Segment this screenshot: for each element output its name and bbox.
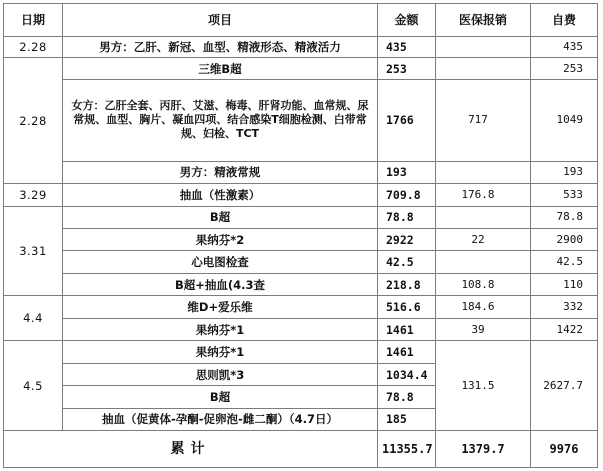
insurance-cell: [436, 161, 531, 183]
amount-cell: 78.8: [378, 206, 436, 228]
self-pay-cell: 332: [531, 296, 598, 318]
total-self-pay: 9976: [531, 431, 598, 468]
insurance-cell: 184.6: [436, 296, 531, 318]
date-cell: 3.31: [4, 206, 63, 296]
item-cell: B超: [63, 206, 378, 228]
total-insurance: 1379.7: [436, 431, 531, 468]
self-pay-cell: 42.5: [531, 251, 598, 273]
amount-cell: 709.8: [378, 184, 436, 206]
total-row: [4, 431, 598, 468]
item-cell: 果纳芬*1: [63, 341, 378, 363]
amount-cell: 42.5: [378, 251, 436, 273]
item-cell: 男方：乙肝、新冠、血型、精液形态、精液活力: [63, 37, 378, 58]
table-row: [4, 37, 598, 58]
self-pay-cell: 78.8: [531, 206, 598, 228]
self-pay-cell: 193: [531, 161, 598, 183]
insurance-cell: [436, 206, 531, 228]
amount-cell: 1461: [378, 341, 436, 363]
table-row: [4, 206, 598, 228]
amount-cell: 185: [378, 408, 436, 430]
insurance-cell: [436, 251, 531, 273]
self-pay-cell: 1049: [531, 79, 598, 161]
self-pay-cell: 1422: [531, 318, 598, 340]
insurance-cell: 108.8: [436, 273, 531, 295]
date-cell: 2.28: [4, 37, 63, 58]
total-label: 累计: [4, 431, 378, 468]
table-row: [4, 228, 598, 250]
amount-cell: 253: [378, 58, 436, 79]
amount-cell: 193: [378, 161, 436, 183]
table-row: [4, 318, 598, 340]
item-cell: 抽血（性激素）: [63, 184, 378, 206]
table-row: [4, 161, 598, 183]
amount-cell: 516.6: [378, 296, 436, 318]
date-cell: 4.4: [4, 296, 63, 341]
date-cell: 3.29: [4, 184, 63, 206]
date-cell: 4.5: [4, 341, 63, 431]
self-pay-cell: 2900: [531, 228, 598, 250]
item-cell: B超: [63, 386, 378, 408]
self-pay-cell: 435: [531, 37, 598, 58]
item-cell: 果纳芬*2: [63, 228, 378, 250]
insurance-cell: 717: [436, 79, 531, 161]
table-row: [4, 296, 598, 318]
insurance-cell: 39: [436, 318, 531, 340]
header-row: [4, 4, 598, 37]
amount-cell: 2922: [378, 228, 436, 250]
self-pay-cell: 533: [531, 184, 598, 206]
amount-cell: 78.8: [378, 386, 436, 408]
amount-cell: 218.8: [378, 273, 436, 295]
item-cell: 思则凯*3: [63, 363, 378, 385]
table-row: [4, 184, 598, 206]
item-cell: B超+抽血(4.3查: [63, 273, 378, 295]
header-date: 日期: [4, 4, 63, 37]
self-pay-cell: 110: [531, 273, 598, 295]
amount-cell: 1461: [378, 318, 436, 340]
self-pay-cell: 2627.7: [531, 341, 598, 431]
insurance-cell: [436, 37, 531, 58]
item-cell: 女方：乙肝全套、丙肝、艾滋、梅毒、肝肾功能、血常规、尿常规、血型、胸片、凝血四项、结合感染T细胞检测、白带常规、妇检、TCT: [63, 79, 378, 161]
insurance-cell: 22: [436, 228, 531, 250]
self-pay-cell: 253: [531, 58, 598, 79]
table-row: [4, 251, 598, 273]
table-row: [4, 341, 598, 363]
header-amount: 金额: [378, 4, 436, 37]
header-item: 项目: [63, 4, 378, 37]
table-row: [4, 79, 598, 161]
item-cell: 男方：精液常规: [63, 161, 378, 183]
total-amount: 11355.7: [378, 431, 436, 468]
item-cell: 果纳芬*1: [63, 318, 378, 340]
item-cell: 维D+爱乐维: [63, 296, 378, 318]
header-insurance: 医保报销: [436, 4, 531, 37]
table-row: [4, 58, 598, 79]
amount-cell: 435: [378, 37, 436, 58]
insurance-cell: [436, 58, 531, 79]
date-cell: 2.28: [4, 58, 63, 184]
item-cell: 抽血（促黄体-孕酮-促卵泡-雌二酮）（4.7日）: [63, 408, 378, 430]
expense-table: [3, 3, 598, 468]
table-row: [4, 273, 598, 295]
amount-cell: 1766: [378, 79, 436, 161]
item-cell: 心电图检查: [63, 251, 378, 273]
insurance-cell: 176.8: [436, 184, 531, 206]
insurance-cell: 131.5: [436, 341, 531, 431]
item-cell: 三维B超: [63, 58, 378, 79]
header-self-pay: 自费: [531, 4, 598, 37]
amount-cell: 1034.4: [378, 363, 436, 385]
